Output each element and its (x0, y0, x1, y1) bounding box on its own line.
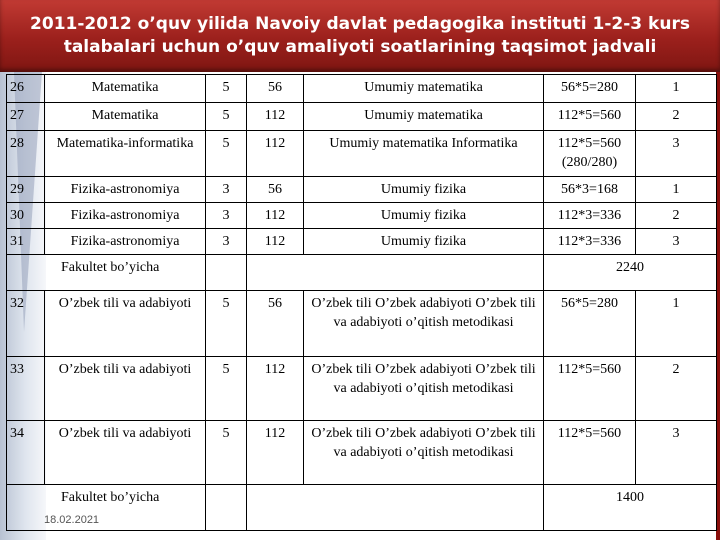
calculation-cell: 112*5=560 (544, 103, 636, 131)
subject-cell: Matematika (45, 75, 206, 103)
date-stamp: 18.02.2021 (44, 514, 100, 526)
credit-cell: 5 (206, 131, 247, 177)
hours-cell: 56 (247, 177, 304, 203)
course-cell: 1 (636, 75, 717, 103)
subject-cell: Fizika-astronomiya (45, 177, 206, 203)
table-row (7, 75, 717, 103)
subject-cell: O’zbek tili va adabiyoti (45, 357, 206, 421)
course-cell: 3 (636, 421, 717, 485)
credit-cell: 5 (206, 421, 247, 485)
subtotal-b (7, 485, 717, 531)
row-number: 32 (7, 291, 45, 357)
practice-cell: O’zbek tili O’zbek adabiyoti O’zbek tili va adabiyoti o’qitish metodikasi (304, 291, 544, 357)
calculation-cell: 112*3=336 (544, 203, 636, 229)
subtotal-label: Fakultet bo’yicha (7, 485, 206, 531)
table-row (7, 291, 717, 357)
subject-cell: O’zbek tili va adabiyoti (45, 421, 206, 485)
calculation-cell: 112*3=336 (544, 229, 636, 255)
subtotal-label: Fakultet bo’yicha (7, 255, 206, 291)
table-row (7, 229, 717, 255)
table-row (7, 177, 717, 203)
title-banner (0, 0, 720, 72)
page-title-line-1: 2011-2012 o’quv yilida Navoiy davlat pedagogika instituti 1-2-3 kurs (30, 14, 690, 34)
table-body-part-b (7, 291, 717, 485)
table-row (7, 131, 717, 177)
course-cell: 1 (636, 177, 717, 203)
practice-cell: O’zbek tili O’zbek adabiyoti O’zbek tili va adabiyoti o’qitish metodikasi (304, 421, 544, 485)
table-body-part-a (7, 75, 717, 255)
row-number: 26 (7, 75, 45, 103)
credit-cell: 5 (206, 357, 247, 421)
calculation-cell: 112*5=560 (544, 357, 636, 421)
row-number: 29 (7, 177, 45, 203)
practice-cell: Umumiy matematika Informatika (304, 131, 544, 177)
hours-cell: 112 (247, 203, 304, 229)
calculation-cell: 112*5=560 (544, 421, 636, 485)
hours-cell: 112 (247, 421, 304, 485)
row-number: 34 (7, 421, 45, 485)
course-cell: 1 (636, 291, 717, 357)
row-number: 27 (7, 103, 45, 131)
calculation-cell: 112*5=560 (280/280) (544, 131, 636, 177)
row-number: 28 (7, 131, 45, 177)
course-cell: 2 (636, 103, 717, 131)
practice-cell: Umumiy fizika (304, 229, 544, 255)
practice-cell: O’zbek tili O’zbek adabiyoti O’zbek tili va adabiyoti o’qitish metodikasi (304, 357, 544, 421)
credit-cell: 5 (206, 103, 247, 131)
subtotal-value: 2240 (544, 255, 717, 291)
row-number: 30 (7, 203, 45, 229)
credit-cell: 3 (206, 203, 247, 229)
credit-cell: 5 (206, 291, 247, 357)
course-cell: 3 (636, 229, 717, 255)
table-row (7, 357, 717, 421)
subject-cell: O’zbek tili va adabiyoti (45, 291, 206, 357)
credit-cell: 3 (206, 177, 247, 203)
hours-cell: 112 (247, 357, 304, 421)
calculation-cell: 56*3=168 (544, 177, 636, 203)
schedule-table (6, 74, 717, 531)
practice-cell: Umumiy fizika (304, 203, 544, 229)
row-number: 33 (7, 357, 45, 421)
table-row (7, 421, 717, 485)
table-row (7, 203, 717, 229)
table-row (7, 103, 717, 131)
hours-cell: 56 (247, 75, 304, 103)
practice-cell: Umumiy fizika (304, 177, 544, 203)
course-cell: 2 (636, 203, 717, 229)
calculation-cell: 56*5=280 (544, 291, 636, 357)
subtotal-value: 1400 (544, 485, 717, 531)
hours-cell: 112 (247, 103, 304, 131)
subtotal-a (7, 255, 717, 291)
page-title-line-2: talabalari uchun o’quv amaliyoti soatlarining taqsimot jadvali (63, 37, 657, 57)
hours-cell: 112 (247, 229, 304, 255)
row-number: 31 (7, 229, 45, 255)
hours-cell: 56 (247, 291, 304, 357)
practice-cell: Umumiy matematika (304, 75, 544, 103)
subject-cell: Matematika (45, 103, 206, 131)
credit-cell: 5 (206, 75, 247, 103)
course-cell: 3 (636, 131, 717, 177)
credit-cell: 3 (206, 229, 247, 255)
hours-cell: 112 (247, 131, 304, 177)
course-cell: 2 (636, 357, 717, 421)
practice-cell: Umumiy matematika (304, 103, 544, 131)
calculation-cell: 56*5=280 (544, 75, 636, 103)
subject-cell: Fizika-astronomiya (45, 229, 206, 255)
subject-cell: Matematika-informatika (45, 131, 206, 177)
subject-cell: Fizika-astronomiya (45, 203, 206, 229)
